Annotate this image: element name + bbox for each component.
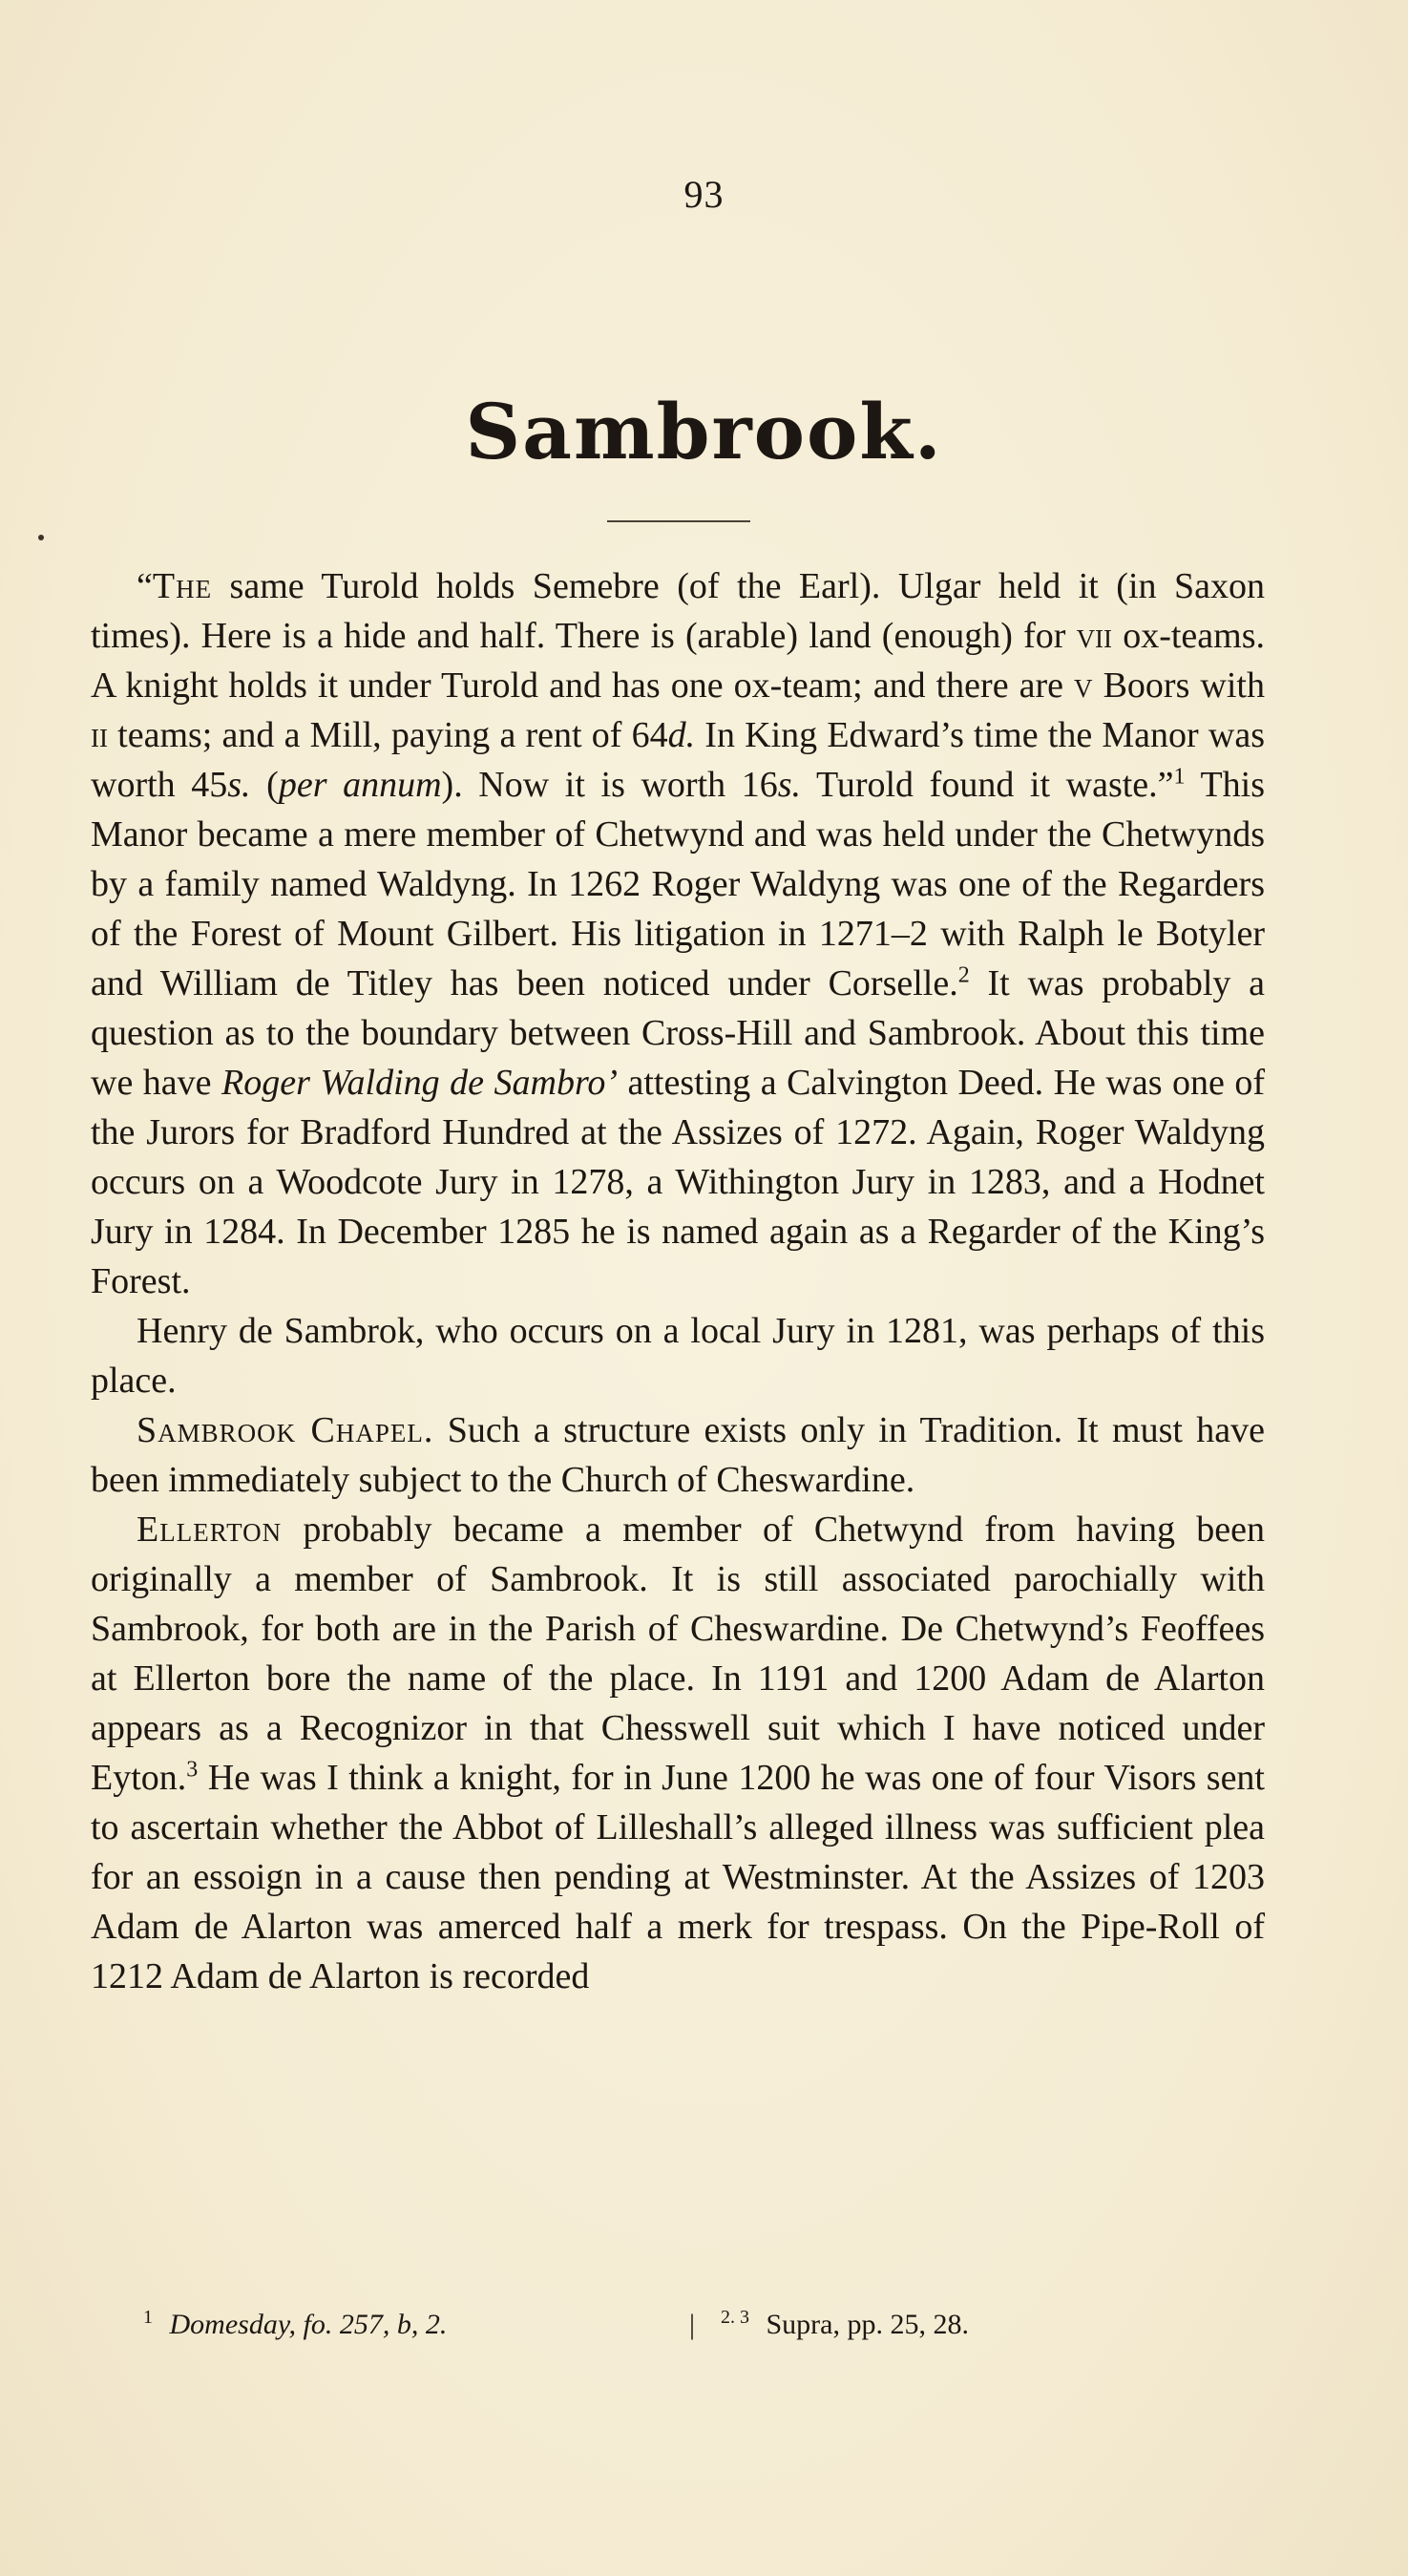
footnote-2-3-mark: 2. 3: [721, 2307, 749, 2328]
paragraph-domesday: “The same Turold holds Semebre (of the Earl). Ulgar held it (in Saxon times). Here is a hide and half. There is (arable) land (enough) for vii ox-teams. A knight holds it under Turold and has one ox-team; and there are v Boors with ii teams; and a Mill, paying a rent of 64d. In King Edward’s time the Manor was worth 45s. (per annum). Now it is worth 16s. Turold found it waste.”$^1$ This Manor became a mere member of Chetwynd and was held under the Chetwynds by a family named Waldyng. In 1262 Roger Waldyng was one of the Regarders of the Forest of Mount Gilbert. His litigation in 1271–2 with Ralph le Botyler and William de Titley has been noticed under Corselle.$^2$ It was probably a question as to the boundary between Cross-Hill and Sambrook. About this time we have Roger Walding de Sambro’ attesting a Calvington Deed. He was one of the Jurors for Bradford Hundred at the Assizes of 1272. Again, Roger Waldyng occurs on a Woodcote Jury in 1278, a Withington Jury in 1283, and a Hodnet Jury in 1284. In December 1285 he is named again as a Regarder of the King’s Forest.: [91, 566, 1266, 1301]
footnote-1-text: Domesday, fo. 257, b, 2.: [169, 2309, 448, 2340]
footnotes: [143, 2309, 1098, 2341]
paragraph-henry: Henry de Sambrok, who occurs on a local Jury in 1281, was perhaps of this place.: [91, 1311, 1265, 1401]
footnote-1-mark: 1: [143, 2307, 153, 2328]
page-title: Sambrook.: [465, 387, 943, 476]
title-divider: [607, 520, 750, 522]
body-text: [91, 561, 1265, 2001]
footnote-2-3: [721, 2309, 1098, 2341]
paragraph-ellerton: Ellerton probably became a member of Chetwynd from having been originally a member of Sambrook. It is still associated parochially with Sambrook, for both are in the Parish of Cheswardine. De Chetwynd’s Feoffees at Ellerton bore the name of the place. In 1191 and 1200 Adam de Alarton appears as a Recognizor in that Chesswell suit which I have noticed under Eyton.$^3$ He was I think a knight, for in June 1200 he was one of four Visors sent to ascertain whether the Abbot of Lilleshall’s alleged illness was sufficient plea for an essoign in a cause then pending at Westminster. At the Assizes of 1203 Adam de Alarton was amerced half a merk for trespass. On the Pipe-Roll of 1212 Adam de Alarton is recorded: [91, 1510, 1265, 1996]
footnote-2-3-text: Supra, pp. 25, 28.: [766, 2309, 969, 2340]
paragraph-chapel: Sambrook Chapel. Such a structure exists only in Tradition. It must have been immediately subject to the Church of Cheswardine.: [91, 1410, 1265, 1500]
page-number: 93: [683, 173, 725, 216]
footnote-separator: |: [688, 2309, 695, 2340]
margin-mark: [38, 535, 44, 540]
footnote-1: [143, 2309, 663, 2341]
